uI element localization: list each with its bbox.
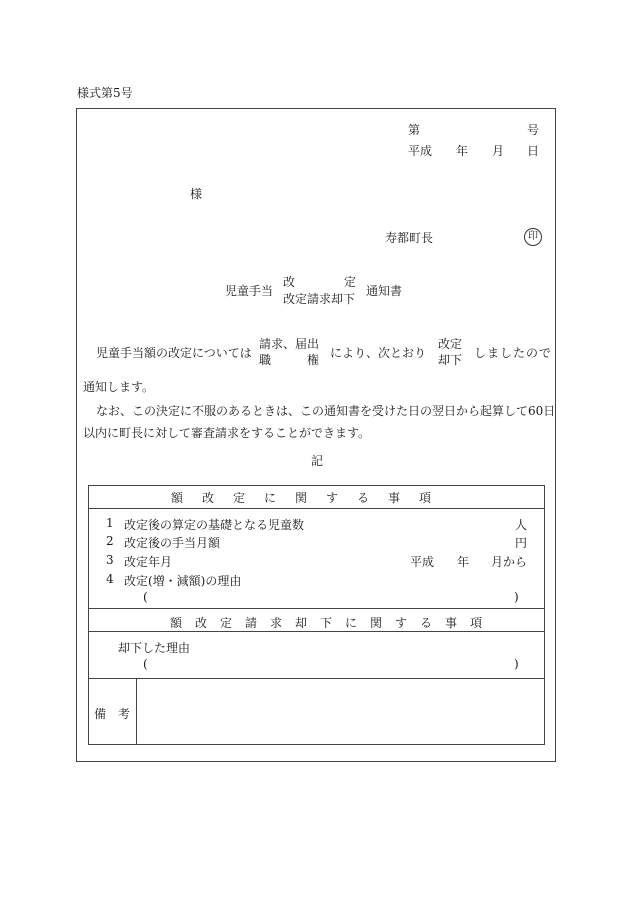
- section1-header: 額改定に関する事項: [171, 491, 451, 505]
- issuer-name: 寿都町長: [385, 231, 434, 245]
- item3-year: 年: [457, 555, 470, 569]
- item4-open-paren: (: [143, 590, 148, 604]
- body-choice2-top: 改定: [438, 337, 463, 351]
- rejection-close-paren: ): [514, 657, 519, 671]
- item3-era: 平成: [410, 555, 435, 569]
- item1-label: 改定後の算定の基礎となる児童数: [124, 518, 305, 532]
- item2-num: 2: [106, 534, 114, 548]
- item1-num: 1: [106, 516, 114, 530]
- title-choice-top-right: 定: [344, 275, 357, 289]
- item3-unit: 月から: [491, 555, 528, 569]
- title-prefix: 児童手当: [225, 284, 274, 298]
- body-choice1-bottom-right: 権: [307, 353, 320, 367]
- remarks-label: 備 考: [94, 707, 134, 721]
- section2-header: 額改定請求却下に関する事項: [170, 616, 496, 630]
- title-choice-bottom: 改定請求却下: [283, 292, 356, 306]
- doc-number-suffix: 号: [527, 123, 540, 137]
- body-line2: 通知します。: [83, 380, 155, 394]
- item2-unit: 円: [515, 536, 528, 550]
- item2-label: 改定後の手当月額: [124, 536, 221, 550]
- date-era: 平成: [408, 144, 433, 158]
- item1-unit: 人: [515, 518, 528, 532]
- addressee-suffix: 様: [190, 187, 203, 201]
- doc-number-prefix: 第: [408, 123, 421, 137]
- ki-heading: 記: [311, 454, 324, 468]
- body-line4: 以内に町長に対して審査請求をすることができます。: [83, 426, 371, 440]
- body-line1-suffix: しましたので: [474, 346, 553, 360]
- title-suffix: 通知書: [366, 284, 403, 298]
- date-month: 月: [492, 144, 505, 158]
- item4-label: 改定(増・減額)の理由: [124, 574, 242, 588]
- date-year: 年: [456, 144, 469, 158]
- body-line3: なお、この決定に不服のあるときは、この通知書を受けた日の翌日から起算して60日: [96, 404, 556, 418]
- seal-mark: 印: [524, 228, 542, 246]
- body-choice1-top: 請求、届出: [259, 337, 320, 351]
- form-number: 様式第5号: [77, 86, 133, 100]
- date-day: 日: [527, 144, 540, 158]
- body-line1-prefix: 児童手当額の改定については: [96, 346, 252, 360]
- item4-num: 4: [106, 572, 114, 586]
- rejection-label: 却下した理由: [118, 641, 191, 655]
- body-choice1-bottom-left: 職: [259, 353, 272, 367]
- item3-num: 3: [106, 553, 114, 567]
- body-choice2-bottom: 却下: [438, 353, 463, 367]
- rejection-open-paren: (: [143, 657, 148, 671]
- remarks-divider: [136, 679, 137, 745]
- item3-label: 改定年月: [124, 555, 173, 569]
- item4-close-paren: ): [514, 590, 519, 604]
- body-line1-mid: により、次とおり: [330, 346, 427, 360]
- title-choice-top-left: 改: [283, 275, 296, 289]
